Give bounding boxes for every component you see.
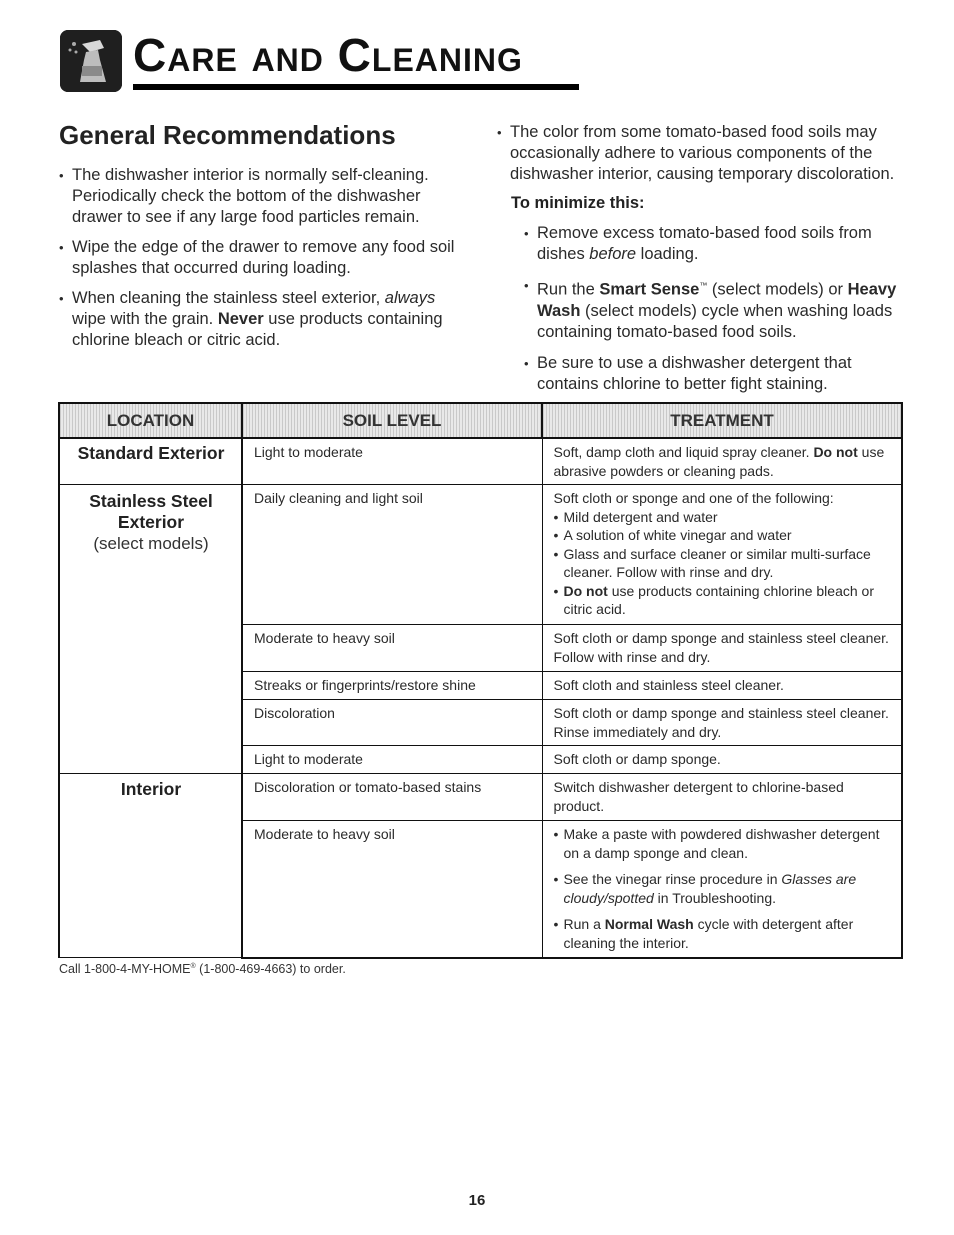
general-recommendations-heading: General Recommendations (59, 120, 396, 150)
list-item: • The dishwasher interior is normally self-cleaning. Periodically check the bottom of the dishwasher drawer to see if any large food particles remain. (59, 165, 459, 228)
location-stainless-steel: Stainless Steel Exterior (select models) (59, 485, 242, 774)
table-header-row (59, 403, 902, 438)
spray-bottle-icon (60, 30, 122, 92)
list-item: • Be sure to use a dishwasher detergent that contains chlorine to better fight staining. (524, 353, 904, 395)
location-standard-exterior: Standard Exterior (59, 438, 242, 485)
page-number: 16 (468, 1192, 486, 1209)
header-treatment: TREATMENT (542, 403, 902, 438)
treatment-cell: Soft cloth or damp sponge. (542, 746, 902, 774)
table-row (59, 485, 902, 625)
general-recommendations-list (59, 165, 459, 360)
soil-cell: Light to moderate (242, 438, 542, 485)
treatment-cell: Soft cloth and stainless steel cleaner. (542, 672, 902, 700)
soil-cell: Discoloration (242, 700, 542, 746)
treatment-cell: Soft, damp cloth and liquid spray cleaner. Do not use abrasive powders or cleaning pads. (542, 438, 902, 485)
soil-cell: Moderate to heavy soil (242, 625, 542, 672)
treatment-cell: Switch dishwasher detergent to chlorine-based product. (542, 774, 902, 821)
tomato-stain-note (497, 122, 907, 185)
list-item: • The color from some tomato-based food soils may occasionally adhere to various components of the dishwasher interior, causing temporary discoloration. (497, 122, 907, 185)
soil-cell: Daily cleaning and light soil (242, 485, 542, 625)
minimize-heading: To minimize this: (511, 194, 645, 212)
treatment-cell: Soft cloth or damp sponge and stainless steel cleaner. Follow with rinse and dry. (542, 625, 902, 672)
header-soil-level: SOIL LEVEL (242, 403, 542, 438)
minimize-list (524, 223, 904, 405)
list-item: • When cleaning the stainless steel exterior, always wipe with the grain. Never use products containing chlorine bleach or citric acid. (59, 288, 459, 351)
soil-cell: Streaks or fingerprints/restore shine (242, 672, 542, 700)
list-item: • Run the Smart Sense™ (select models) or Heavy Wash (select models) cycle when washing loads containing tomato-based food soils. (524, 275, 904, 343)
soil-cell: Moderate to heavy soil (242, 821, 542, 958)
location-interior: Interior (59, 774, 242, 958)
title-underline (133, 84, 579, 90)
care-table (58, 402, 903, 959)
table-row (59, 774, 902, 821)
treatment-cell: Soft cloth or damp sponge and stainless steel cleaner. Rinse immediately and dry. (542, 700, 902, 746)
list-item: • Remove excess tomato-based food soils from dishes before loading. (524, 223, 904, 265)
treatment-cell: Soft cloth or sponge and one of the following: • Mild detergent and water • A solution of white vinegar and water • Glass and surface cleaner or similar multi-surface cleaner. Follow with rinse and dry. • Do not use products containing chlorine bleach or citric acid. (542, 485, 902, 625)
soil-cell: Discoloration or tomato-based stains (242, 774, 542, 821)
table-row (59, 438, 902, 485)
header-location: LOCATION (59, 403, 242, 438)
page-title: Care and Cleaning (133, 29, 523, 81)
treatment-cell: • Make a paste with powdered dishwasher detergent on a damp sponge and clean. • See the vinegar rinse procedure in Glasses are cloudy/spotted in Troubleshooting. • Run a Normal Wash cycle with detergent after cleaning the interior. (542, 821, 902, 958)
list-item: • Wipe the edge of the drawer to remove any food soil splashes that occurred during loading. (59, 237, 459, 279)
soil-cell: Light to moderate (242, 746, 542, 774)
order-phone-note: Call 1-800-4-MY-HOME® (1-800-469-4663) to order. (59, 962, 346, 976)
